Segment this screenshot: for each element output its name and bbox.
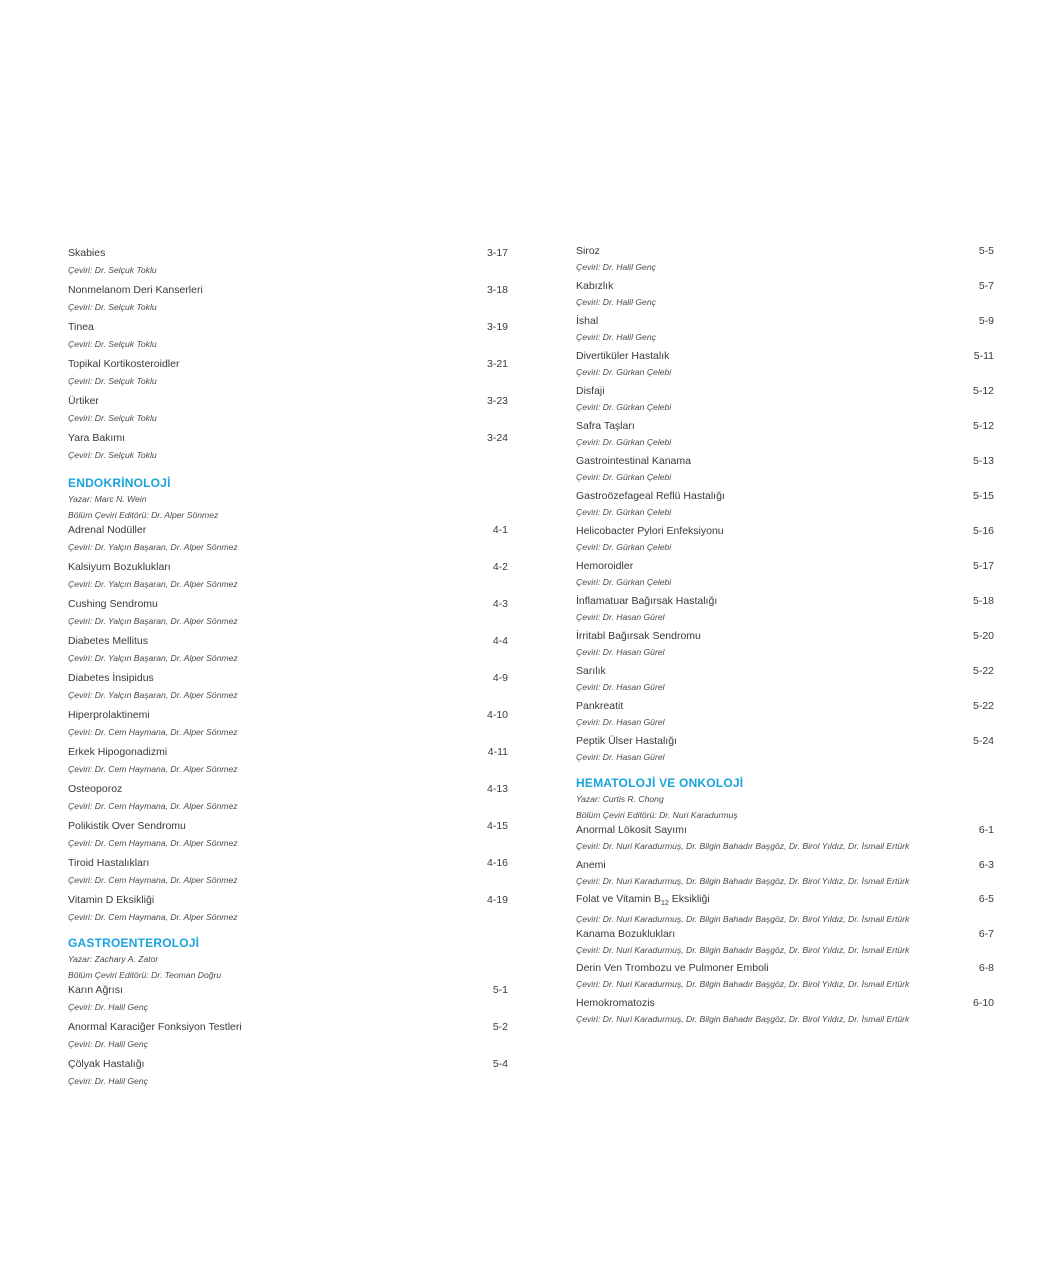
entry-page-number: 4-3	[492, 598, 508, 610]
toc-entry	[576, 455, 994, 490]
entry-translator: Çeviri: Dr. Hasan Gürel	[576, 647, 665, 657]
entry-translator: Çeviri: Dr. Nuri Karadurmuş, Dr. Bilgin Bahadır Başgöz, Dr. Birol Yıldız, Dr. İsmail Ertürk	[576, 875, 910, 886]
entry-translator: Çeviri: Dr. Gürkan Çelebi	[576, 472, 672, 482]
toc-entry	[68, 984, 508, 1021]
entry-translator: Çeviri: Dr. Selçuk Toklu	[68, 413, 157, 423]
entry-title: Anormal Lökosit Sayımı	[576, 824, 687, 836]
section-hematology-oncology	[576, 775, 994, 823]
entry-title: Yara Bakımı	[68, 432, 125, 444]
entry-translator: Çeviri: Dr. Selçuk Toklu	[68, 450, 157, 460]
entry-title: İrritabl Bağırsak Sendromu	[576, 630, 701, 642]
entry-page-number: 3-19	[486, 321, 508, 333]
entry-page-number: 6-3	[978, 858, 994, 871]
section-author: Yazar: Marc N. Wein	[68, 494, 147, 504]
toc-entry	[576, 928, 994, 963]
entry-title: Kanama Bozuklukları	[576, 927, 676, 940]
entry-page-number: 4-13	[486, 783, 508, 795]
entry-title: Gastroözefageal Reflü Hastalığı	[576, 490, 725, 502]
entry-page-number: 4-10	[486, 709, 508, 721]
entry-translator: Çeviri: Dr. Hasan Gürel	[576, 612, 665, 622]
entry-translator: Çeviri: Dr. Cem Haymana, Dr. Alper Sönmez	[68, 875, 238, 885]
toc-entry	[576, 560, 994, 595]
entry-translator: Çeviri: Dr. Selçuk Toklu	[68, 339, 157, 349]
toc-entry	[68, 820, 508, 857]
entry-title: Kabızlık	[576, 280, 614, 292]
entry-translator: Çeviri: Dr. Nuri Karadurmuş, Dr. Bilgin Bahadır Başgöz, Dr. Birol Yıldız, Dr. İsmail Ertürk	[576, 979, 910, 989]
toc-group-gastroenterology-continued	[576, 245, 994, 770]
section-endocrinology	[68, 475, 508, 523]
entry-page-number: 6-10	[972, 996, 994, 1009]
entry-page-number: 5-16	[972, 525, 994, 537]
toc-entry	[68, 561, 508, 598]
toc-entry	[576, 665, 994, 700]
toc-entry	[576, 280, 994, 315]
entry-title: Nonmelanom Deri Kanserleri	[68, 284, 203, 296]
entry-translator: Çeviri: Dr. Selçuk Toklu	[68, 265, 157, 275]
entry-page-number: 5-12	[972, 420, 994, 432]
entry-title: Hemoroidler	[576, 560, 634, 572]
entry-title: Derin Ven Trombozu ve Pulmoner Emboli	[576, 962, 769, 974]
entry-translator: Çeviri: Dr. Gürkan Çelebi	[576, 437, 672, 447]
entry-page-number: 5-11	[973, 350, 994, 362]
toc-entry	[576, 315, 994, 350]
entry-translator: Çeviri: Dr. Hasan Gürel	[576, 752, 665, 762]
toc-entry	[68, 746, 508, 783]
toc-entry	[576, 735, 994, 770]
entry-title: Hiperprolaktinemi	[68, 709, 150, 721]
entry-title: Anormal Karaciğer Fonksiyon Testleri	[68, 1021, 242, 1033]
entry-page-number: 5-18	[972, 595, 994, 607]
entry-title: Siroz	[576, 245, 600, 257]
entry-page-number: 5-1	[492, 984, 508, 996]
entry-page-number: 6-7	[978, 927, 994, 940]
entry-title: Karın Ağrısı	[68, 984, 123, 996]
toc-entry	[576, 420, 994, 455]
entry-translator: Çeviri: Dr. Cem Haymana, Dr. Alper Sönmez	[68, 727, 238, 737]
entry-translator: Çeviri: Dr. Yalçın Başaran, Dr. Alper Sönmez	[68, 542, 238, 552]
entry-title: Tiroid Hastalıkları	[68, 857, 150, 869]
entry-page-number: 3-24	[486, 432, 508, 444]
toc-entry	[68, 635, 508, 672]
entry-translator: Çeviri: Dr. Gürkan Çelebi	[576, 542, 672, 552]
entry-title: Vitamin D Eksikliği	[68, 894, 155, 906]
toc-left-column	[68, 247, 508, 1095]
toc-group-dermatology-continued	[68, 247, 508, 469]
toc-entry	[576, 859, 994, 894]
entry-title: Polikistik Over Sendromu	[68, 820, 186, 832]
entry-title: Sarılık	[576, 665, 606, 677]
entry-title: Skabies	[68, 247, 106, 259]
entry-page-number: 3-21	[486, 358, 508, 370]
entry-page-number: 5-15	[972, 490, 994, 502]
toc-entry	[68, 395, 508, 432]
entry-title: Cushing Sendromu	[68, 598, 158, 610]
toc-entry	[576, 997, 994, 1032]
entry-page-number: 5-22	[972, 665, 994, 677]
section-editor: Bölüm Çeviri Editörü: Dr. Alper Sönmez	[68, 510, 219, 520]
entry-title: Erkek Hipogonadizmi	[68, 746, 168, 758]
entry-page-number: 5-2	[492, 1021, 508, 1033]
toc-entry	[576, 385, 994, 420]
entry-page-number: 5-20	[972, 630, 994, 642]
entry-title: İshal	[576, 315, 599, 327]
entry-page-number: 3-23	[486, 395, 508, 407]
toc-entry	[68, 783, 508, 820]
entry-page-number: 5-9	[978, 315, 994, 327]
entry-title: Pankreatit	[576, 700, 624, 712]
entry-translator: Çeviri: Dr. Gürkan Çelebi	[576, 367, 672, 377]
entry-page-number: 5-22	[972, 700, 994, 712]
entry-translator: Çeviri: Dr. Gürkan Çelebi	[576, 507, 672, 517]
entry-page-number: 4-15	[486, 820, 508, 832]
entry-page-number: 3-18	[486, 284, 508, 296]
entry-page-number: 4-4	[492, 635, 508, 647]
section-editor: Bölüm Çeviri Editörü: Dr. Teoman Doğru	[68, 970, 222, 980]
toc-entry	[68, 1021, 508, 1058]
entry-translator: Çeviri: Dr. Cem Haymana, Dr. Alper Sönmez	[68, 838, 238, 848]
entry-translator: Çeviri: Dr. Selçuk Toklu	[68, 376, 157, 386]
toc-entry	[576, 700, 994, 735]
entry-title: Diabetes Mellitus	[68, 635, 148, 647]
entry-title: Adrenal Nodüller	[68, 524, 147, 536]
toc-entry	[576, 595, 994, 630]
entry-translator: Çeviri: Dr. Nuri Karadurmuş, Dr. Bilgin Bahadır Başgöz, Dr. Birol Yıldız, Dr. İsmail Ertürk	[576, 944, 910, 955]
entry-translator: Çeviri: Dr. Yalçın Başaran, Dr. Alper Sönmez	[68, 690, 238, 700]
toc-entry	[68, 247, 508, 284]
entry-page-number: 5-24	[972, 735, 994, 747]
section-title: ENDOKRİNOLOJİ	[68, 476, 171, 490]
section-gastroenterology	[68, 935, 508, 983]
entry-page-number: 3-17	[486, 247, 508, 259]
entry-title: Helicobacter Pylori Enfeksiyonu	[576, 525, 724, 537]
entry-title: Disfaji	[576, 385, 605, 397]
entry-title: Ürtiker	[68, 395, 99, 407]
entry-page-number: 4-9	[492, 672, 508, 684]
entry-title: Peptik Ülser Hastalığı	[576, 735, 677, 747]
entry-page-number: 4-19	[486, 894, 508, 906]
toc-entry	[576, 525, 994, 560]
toc-group-gastroenterology	[68, 984, 508, 1095]
entry-title: Safra Taşları	[576, 420, 635, 432]
entry-translator: Çeviri: Dr. Cem Haymana, Dr. Alper Sönmez	[68, 912, 238, 922]
section-author: Yazar: Curtis R. Chong	[576, 794, 664, 804]
entry-title: Divertiküler Hastalık	[576, 350, 670, 362]
entry-page-number: 5-12	[972, 385, 994, 397]
entry-translator: Çeviri: Dr. Halil Genç	[68, 1002, 148, 1012]
entry-translator: Çeviri: Dr. Gürkan Çelebi	[576, 402, 672, 412]
entry-translator: Çeviri: Dr. Nuri Karadurmuş, Dr. Bilgin Bahadır Başgöz, Dr. Birol Yıldız, Dr. İsmail Ertürk	[576, 841, 910, 851]
toc-entry	[68, 321, 508, 358]
entry-page-number: 5-4	[492, 1058, 508, 1070]
toc-entry	[576, 245, 994, 280]
entry-page-number: 4-11	[487, 746, 508, 758]
entry-title: Topikal Kortikosteroidler	[68, 358, 180, 370]
entry-title: Anemi	[576, 858, 606, 871]
entry-translator: Çeviri: Dr. Halil Genç	[576, 332, 656, 342]
toc-entry	[576, 893, 994, 928]
toc-entry	[68, 857, 508, 894]
entry-translator: Çeviri: Dr. Halil Genç	[576, 262, 656, 272]
toc-entry	[68, 524, 508, 561]
entry-title: Çölyak Hastalığı	[68, 1058, 145, 1070]
entry-title: Tinea	[68, 321, 94, 333]
entry-title: İnflamatuar Bağırsak Hastalığı	[576, 595, 718, 607]
toc-entry	[68, 709, 508, 746]
toc-entry	[68, 432, 508, 469]
toc-entry	[68, 1058, 508, 1095]
toc-entry	[576, 490, 994, 525]
toc-entry	[576, 350, 994, 385]
entry-page-number: 5-13	[972, 455, 994, 467]
entry-page-number: 4-2	[492, 561, 508, 573]
entry-translator: Çeviri: Dr. Yalçın Başaran, Dr. Alper Sönmez	[68, 653, 238, 663]
toc-group-endocrinology	[68, 524, 508, 931]
entry-page-number: 6-8	[978, 962, 994, 974]
entry-translator: Çeviri: Dr. Yalçın Başaran, Dr. Alper Sönmez	[68, 579, 238, 589]
entry-page-number: 5-7	[978, 280, 994, 292]
entry-title: Osteoporoz	[68, 783, 123, 795]
toc-entry	[68, 672, 508, 709]
entry-translator: Çeviri: Dr. Yalçın Başaran, Dr. Alper Sönmez	[68, 616, 238, 626]
entry-title: Hemokromatozis	[576, 996, 655, 1009]
entry-translator: Çeviri: Dr. Halil Genç	[68, 1039, 148, 1049]
entry-title: Diabetes İnsipidus	[68, 672, 154, 684]
toc-group-hematology-oncology	[576, 824, 994, 1031]
entry-page-number: 5-17	[972, 560, 994, 572]
toc-right-column	[576, 245, 994, 1031]
entry-translator: Çeviri: Dr. Hasan Gürel	[576, 717, 665, 727]
section-title: HEMATOLOJİ VE ONKOLOJİ	[576, 776, 744, 790]
entry-page-number: 6-1	[978, 824, 994, 836]
entry-title: Kalsiyum Bozuklukları	[68, 561, 171, 573]
toc-entry	[68, 598, 508, 635]
toc-entry	[576, 962, 994, 997]
entry-page-number: 5-5	[978, 245, 994, 257]
entry-page-number: 4-1	[492, 524, 508, 536]
entry-translator: Çeviri: Dr. Nuri Karadurmuş, Dr. Bilgin Bahadır Başgöz, Dr. Birol Yıldız, Dr. İsmail Ertürk	[576, 1013, 910, 1024]
entry-translator: Çeviri: Dr. Nuri Karadurmuş, Dr. Bilgin Bahadır Başgöz, Dr. Birol Yıldız, Dr. İsmail Ertürk	[576, 914, 910, 925]
entry-page-number: 4-16	[486, 857, 508, 869]
section-author: Yazar: Zachary A. Zator	[68, 954, 159, 964]
entry-translator: Çeviri: Dr. Selçuk Toklu	[68, 302, 157, 312]
toc-entry	[68, 894, 508, 931]
entry-translator: Çeviri: Dr. Halil Genç	[576, 297, 656, 307]
toc-entry	[576, 824, 994, 859]
entry-translator: Çeviri: Dr. Gürkan Çelebi	[576, 577, 672, 587]
section-editor: Bölüm Çeviri Editörü: Dr. Nuri Karadurmuş	[576, 810, 738, 820]
entry-page-number: 6-5	[978, 893, 994, 905]
toc-entry	[576, 630, 994, 665]
section-title: GASTROENTEROLOJİ	[68, 936, 200, 950]
entry-translator: Çeviri: Dr. Hasan Gürel	[576, 682, 665, 692]
entry-title: Gastrointestinal Kanama	[576, 455, 691, 467]
entry-translator: Çeviri: Dr. Cem Haymana, Dr. Alper Sönmez	[68, 764, 238, 774]
toc-entry	[68, 284, 508, 321]
entry-translator: Çeviri: Dr. Halil Genç	[68, 1076, 148, 1086]
entry-title: Folat ve Vitamin $B_{12}$ Eksikliği	[576, 893, 710, 908]
entry-translator: Çeviri: Dr. Cem Haymana, Dr. Alper Sönmez	[68, 801, 238, 811]
toc-entry	[68, 358, 508, 395]
